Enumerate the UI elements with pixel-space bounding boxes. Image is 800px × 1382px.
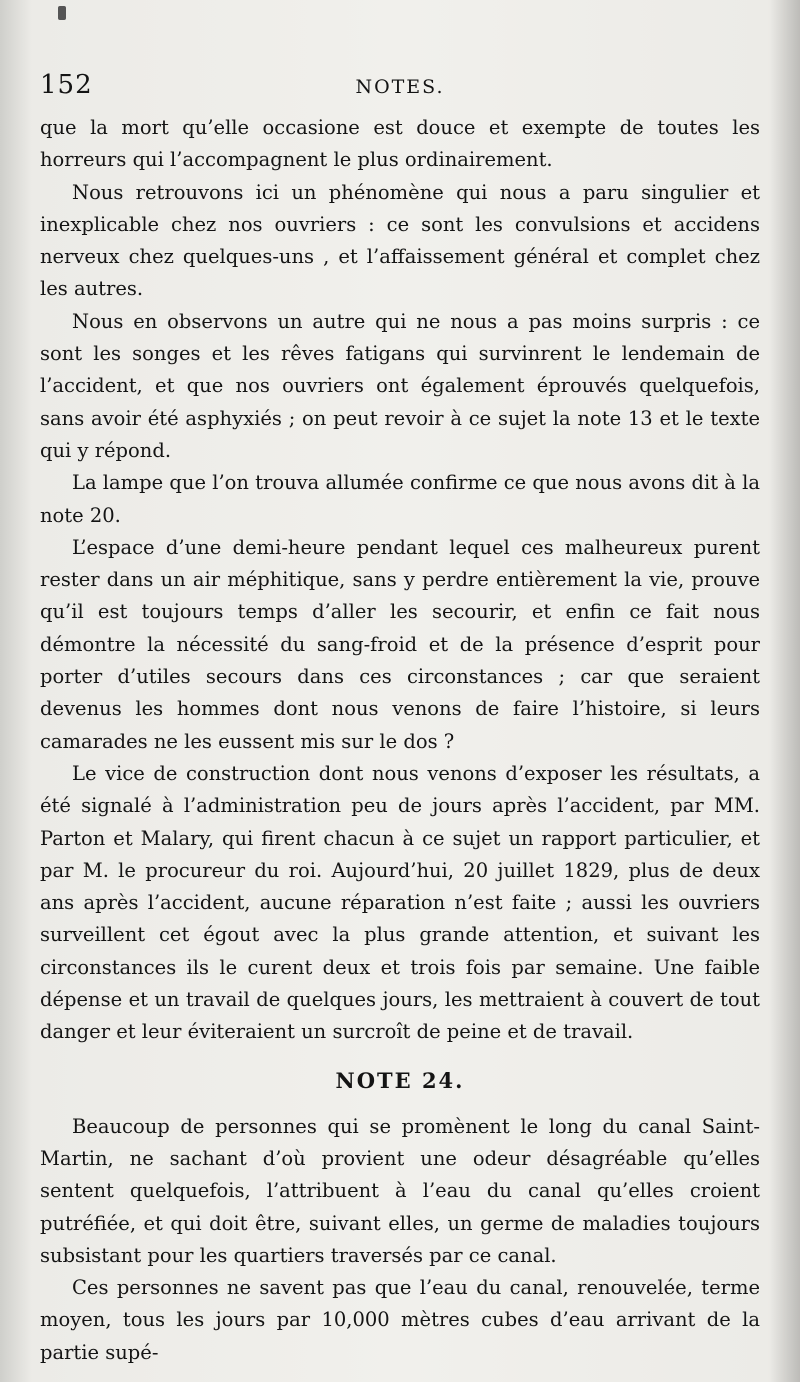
note-paragraph: Ces personnes ne savent pas que l’eau du canal, renouvelée, terme moyen, tous les jours par 10,000 mètres cubes d’eau arrivant de la partie supé- — [40, 1276, 760, 1364]
ink-blot — [58, 6, 66, 20]
page-number: 152 — [40, 70, 93, 100]
page-edge-shadow — [770, 0, 800, 1382]
paragraph: Nous retrouvons ici un phénomène qui nous a paru singulier et inexplicable chez nos ouvriers : ce sont les convulsions et accidens nerveux chez quelques-uns , et l’affaissement général et complet chez les autres. — [40, 180, 760, 301]
note-heading: NOTE 24. — [335, 1067, 465, 1093]
paragraph: Le vice de construction dont nous venons d’exposer les résultats, a été signalé à l’administration peu de jours après l’accident, par MM. Parton et Malary, qui firent chacun à ce sujet un rapport particulier, et par M. le procureur du roi. Aujourd’hui, 20 juillet 1829, plus de deux ans après l’accident, aucune réparation n’est faite ; aussi les ouvriers surveillent cet égout avec la plus grande attention, et suivant les circonstances ils le curent deux et trois fois par semaine. Une faible dépense et un travail de quelques jours, les mettraient à couvert de tout danger et leur éviteraient un surcroît de peine et de travail. — [40, 761, 760, 1044]
paragraph: Nous en observons un autre qui ne nous a pas moins surpris : ce sont les songes et les rêves fatigans qui survinrent le lendemain de l’accident, et que nos ouvriers ont également éprouvés quelquefois, sans avoir été asphyxiés ; on peut revoir à ce sujet la note 13 et le texte qui y répond. — [40, 309, 760, 462]
page-header — [40, 70, 760, 104]
paragraph: La lampe que l’on trouva allumée confirme ce que nous avons dit à la note 20. — [40, 471, 760, 527]
body-text — [40, 112, 760, 1369]
running-head: NOTES. — [355, 76, 445, 98]
paragraph: que la mort qu’elle occasione est douce et exempte de toutes les horreurs qui l’accompagnent le plus ordinairement. — [40, 116, 760, 172]
note-paragraph: Beaucoup de personnes qui se promènent le long du canal Saint-Martin, ne sachant d’où provient une odeur désagréable qu’elles sentent quelquefois, l’attribuent à l’eau du canal qu’elles croient putréfiée, et qui doit être, suivant elles, un germe de maladies toujours subsistant pour les quartiers traversés par ce canal. — [40, 1114, 760, 1267]
paragraph: L’espace d’une demi-heure pendant lequel ces malheureux purent rester dans un air méphitique, sans y perdre entièrement la vie, prouve qu’il est toujours temps d’aller les secourir, et enfin ce fait nous démontre la nécessité du sang-froid et de la présence d’esprit pour porter d’utiles secours dans ces circonstances ; car que seraient devenus les hommes dont nous venons de faire l’histoire, si leurs camarades ne les eussent mis sur le dos ? — [40, 535, 760, 753]
